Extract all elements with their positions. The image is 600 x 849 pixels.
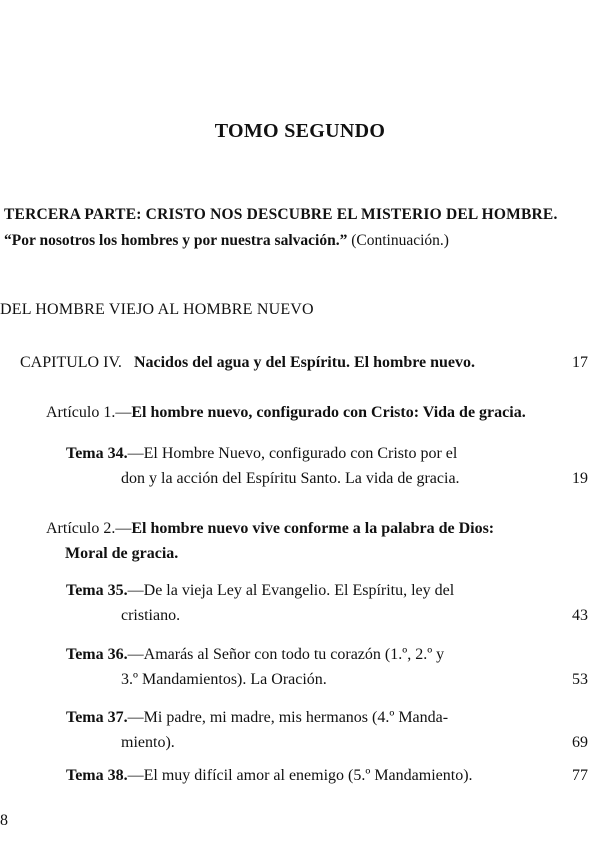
tema-35-label: Tema 35.	[66, 582, 128, 599]
part-subtitle	[4, 232, 449, 250]
part-note: (Continuación.)	[351, 232, 449, 249]
tema-35-page-number: 43	[572, 607, 588, 624]
article-2-title-line1: El hombre nuevo vive conforme a la palabra de Dios:	[131, 520, 495, 537]
tema-34-page-number: 19	[572, 470, 588, 487]
part-quote: “Por nosotros los hombres y por nuestra salvación.”	[4, 232, 348, 249]
tema-38-line1	[66, 767, 473, 785]
tema-38-text1: —El muy difícil amor al enemigo (5.º Mandamiento).	[127, 767, 473, 784]
article-2-prefix: Artículo 2.—	[46, 520, 132, 537]
article-1	[46, 404, 526, 422]
tema-35-line1	[66, 582, 454, 600]
chapter-page-number: 17	[572, 354, 588, 371]
tema-37-line2: miento).	[121, 734, 175, 751]
chapter-label: CAPITULO IV.	[20, 354, 122, 371]
tema-36-line2: 3.º Mandamientos). La Oración.	[121, 671, 327, 688]
tema-36-page-number: 53	[572, 671, 588, 688]
part-heading: TERCERA PARTE: CRISTO NOS DESCUBRE EL MISTERIO DEL HOMBRE.	[4, 206, 558, 223]
tema-34-line1	[66, 445, 457, 463]
tema-36-label: Tema 36.	[66, 646, 128, 663]
tema-36-line1	[66, 646, 444, 664]
tema-37-text1: —Mi padre, mi madre, mis hermanos (4.º Manda-	[127, 709, 449, 726]
tema-35-line2: cristiano.	[121, 607, 181, 624]
tema-38-label: Tema 38.	[66, 767, 128, 784]
tema-34-text1: —El Hombre Nuevo, configurado con Cristo por el	[127, 445, 458, 462]
tema-37-line1	[66, 709, 448, 727]
article-2-title-line2: Moral de gracia.	[65, 545, 179, 562]
tema-36-text1: —Amarás al Señor con todo tu corazón (1.º, 2.º y	[127, 646, 445, 663]
footer-page-number: 8	[0, 812, 8, 829]
tema-35-text1: —De la vieja Ley al Evangelio. El Espíritu, ley del	[127, 582, 455, 599]
tema-34-label: Tema 34.	[66, 445, 128, 462]
article-1-title: El hombre nuevo, configurado con Cristo: Vida de gracia.	[131, 404, 526, 421]
section-heading: DEL HOMBRE VIEJO AL HOMBRE NUEVO	[0, 301, 314, 318]
chapter-title: Nacidos del agua y del Espíritu. El hombre nuevo.	[133, 354, 476, 371]
tema-37-label: Tema 37.	[66, 709, 128, 726]
chapter-entry	[20, 354, 475, 372]
tema-37-page-number: 69	[572, 734, 588, 751]
tema-38-page-number: 77	[572, 767, 588, 784]
volume-title: TOMO SEGUNDO	[214, 120, 386, 142]
tema-34-line2: don y la acción del Espíritu Santo. La vida de gracia.	[121, 470, 460, 487]
article-2-line1	[46, 520, 494, 538]
article-1-prefix: Artículo 1.—	[46, 404, 132, 421]
